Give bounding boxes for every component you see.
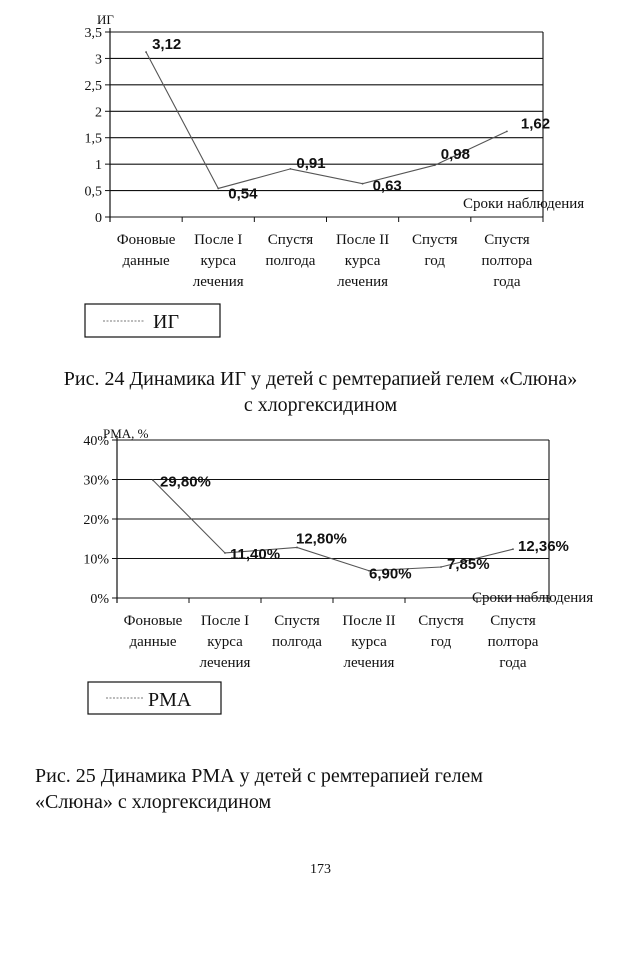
ig-data-label: 3,12 — [152, 36, 182, 54]
ig-data-label: 0,98 — [440, 146, 470, 164]
rma-legend — [88, 682, 221, 714]
rma-data-label: 12,36% — [518, 538, 569, 556]
ig-data-point — [145, 51, 147, 53]
ig-data-point — [290, 168, 292, 170]
ig-category-label: После I курса лечения — [192, 232, 244, 290]
rma-category-label: Спустя полгода — [272, 613, 322, 650]
ig-y-tick-label: 3,5 — [84, 26, 102, 41]
rma-category-label: Спустя полтора года — [487, 613, 539, 671]
ig-data-point — [434, 164, 436, 166]
rma-data-point — [152, 479, 154, 481]
ig-data-label: 0,91 — [296, 154, 326, 172]
rma-y-tick-label: 20% — [83, 513, 109, 528]
ig-data-label: 1,62 — [520, 115, 551, 133]
rma-legend-label: РМА — [148, 689, 192, 711]
rma-data-point — [440, 566, 442, 568]
ig-legend — [85, 304, 220, 337]
rma-data-label: 11,40% — [230, 545, 281, 563]
ig-legend-label: ИГ — [153, 311, 180, 333]
rma-category-label: Спустя год — [418, 613, 464, 650]
ig-y-tick-label: 2,5 — [84, 78, 102, 94]
ig-x-axis-label: Сроки наблюдения — [463, 196, 585, 212]
ig-y-tick-label: 0 — [95, 211, 102, 226]
rma-y-tick-label: 10% — [83, 552, 109, 568]
page-number: 173 — [310, 862, 331, 877]
ig-chart — [0, 0, 641, 345]
ig-series — [145, 51, 508, 189]
rma-gridlines — [112, 436, 549, 603]
rma-y-axis-label: РМА, % — [103, 426, 149, 441]
ig-category-label: Спустя полгода — [265, 232, 316, 269]
ig-data-label: 0,54 — [228, 185, 258, 203]
rma-category-label: После II курса лечения — [342, 613, 396, 671]
rma-data-labels — [160, 473, 569, 582]
rma-data-label: 7,85% — [447, 555, 490, 573]
ig-y-tick-label: 1 — [95, 158, 102, 174]
ig-category-labels — [117, 232, 533, 290]
ig-y-tick-label: 1,5 — [84, 131, 102, 147]
rma-category-label: После I курса лечения — [199, 613, 251, 671]
ig-data-point — [506, 130, 508, 132]
rma-y-tick-labels — [83, 434, 109, 607]
figure-24-caption-line-1: Рис. 24 Динамика ИГ у детей с ремтерапией гелем «Слюна» — [63, 368, 578, 390]
figure-25-caption-line-2: «Слюна» с хлоргексидином — [35, 791, 272, 813]
ig-data-label: 0,63 — [372, 177, 402, 195]
ig-y-tick-label: 3 — [95, 52, 102, 68]
figure-24-caption — [0, 366, 641, 418]
figure-25-caption-line-1: Рис. 25 Динамика РМА у детей с ремтерапией гелем — [35, 765, 483, 787]
ig-gridlines — [105, 28, 543, 222]
figure-24-caption-line-2: с хлоргексидином — [243, 394, 398, 416]
rma-data-label: 29,80% — [160, 473, 211, 491]
ig-series-line — [146, 52, 507, 188]
rma-y-tick-label: 30% — [83, 473, 109, 489]
rma-x-axis-label: Сроки наблюдения — [472, 590, 594, 606]
rma-category-label: Фоновые данные — [123, 613, 183, 650]
ig-data-point — [217, 188, 219, 190]
rma-y-tick-label: 0% — [90, 592, 109, 607]
ig-category-label: Фоновые данные — [116, 232, 176, 269]
rma-y-tick-label: 40% — [83, 434, 109, 449]
ig-data-labels — [152, 36, 550, 202]
ig-y-tick-labels — [85, 26, 103, 226]
ig-category-label: После II курса лечения — [335, 232, 390, 290]
ig-data-point — [362, 183, 364, 185]
figure-25-caption — [35, 763, 595, 815]
rma-chart — [0, 420, 641, 725]
rma-data-label: 12,80% — [296, 530, 347, 548]
rma-data-label: 6,90% — [369, 565, 412, 583]
rma-data-point — [224, 552, 226, 554]
rma-category-labels — [124, 613, 539, 671]
rma-data-point — [512, 548, 514, 550]
ig-y-axis-label: ИГ — [97, 12, 114, 27]
ig-y-tick-label: 2 — [95, 105, 102, 121]
ig-y-tick-label: 0,5 — [84, 184, 102, 200]
ig-category-label: Спустя полтора года — [481, 232, 533, 290]
ig-category-label: Спустя год — [412, 232, 458, 269]
